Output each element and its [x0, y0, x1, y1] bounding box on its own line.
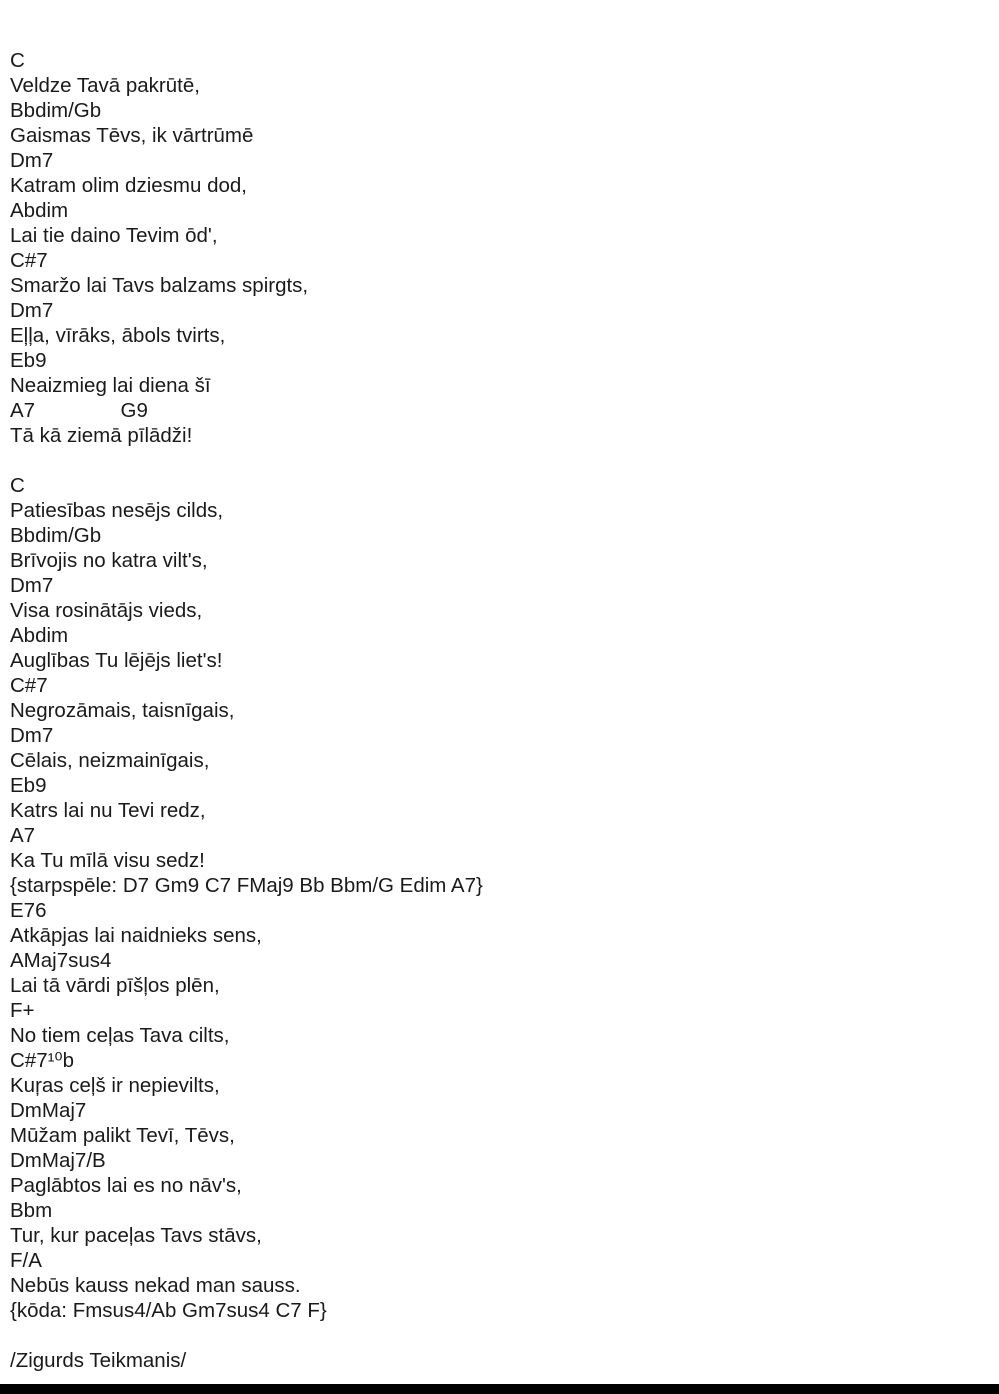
chord-line: C: [10, 474, 25, 497]
chord-line: C#7: [10, 674, 48, 697]
lyric-line: Neaizmieg lai diena šī: [10, 374, 211, 397]
chord-line: DmMaj7/B: [10, 1149, 106, 1172]
lyric-line: No tiem ceļas Tava cilts,: [10, 1024, 230, 1047]
author-credit: /Zigurds Teikmanis/: [10, 1349, 187, 1372]
chord-line: Dm7: [10, 149, 54, 172]
lyric-line: Smaržo lai Tavs balzams spirgts,: [10, 274, 309, 297]
lyric-line: Negrozāmais, taisnīgais,: [10, 699, 235, 722]
lyric-line: Eļļa, vīrāks, ābols tvirts,: [10, 324, 226, 347]
lyric-line: Ka Tu mīlā visu sedz!: [10, 849, 205, 872]
chord-line: C#7¹⁰b: [10, 1049, 75, 1072]
chord-line: DmMaj7: [10, 1099, 87, 1122]
lyric-line: Atkāpjas lai naidnieks sens,: [10, 924, 262, 947]
lyric-line: Patiesības nesējs cilds,: [10, 499, 224, 522]
lyric-line: Cēlais, neizmainīgais,: [10, 749, 210, 772]
lyric-line: Tā kā ziemā pīlādži!: [10, 424, 193, 447]
lyric-line: Paglābtos lai es no nāv's,: [10, 1174, 242, 1197]
lyric-line: Auglības Tu lējējs liet's!: [10, 649, 223, 672]
author-spacer: [10, 1323, 990, 1348]
lyric-line: Gaismas Tēvs, ik vārtrūmē: [10, 124, 254, 147]
song-sheet: [10, 48, 990, 1373]
chord-line: Dm7: [10, 574, 54, 597]
chord-line: C#7: [10, 249, 48, 272]
chord-line: Abdim: [10, 199, 69, 222]
lyric-line: Katrs lai nu Tevi redz,: [10, 799, 206, 822]
lyric-line: Mūžam palikt Tevī, Tēvs,: [10, 1124, 235, 1147]
chord-line: Eb9: [10, 774, 47, 797]
chord-line: AMaj7sus4: [10, 949, 112, 972]
chord-line: Bbdim/Gb: [10, 524, 102, 547]
lyric-line: Nebūs kauss nekad man sauss.: [10, 1274, 301, 1297]
chord-line: A7 G9: [10, 399, 148, 422]
chord-line: F/A: [10, 1249, 42, 1272]
lyric-line: Visa rosinātājs vieds,: [10, 599, 203, 622]
coda-line: {kōda: Fmsus4/Ab Gm7sus4 C7 F}: [10, 1299, 327, 1322]
chord-line: E76: [10, 899, 47, 922]
verse-spacer: [10, 448, 990, 473]
interlude-line: {starpspēle: D7 Gm9 C7 FMaj9 Bb Bbm/G Edim A7}: [10, 874, 483, 897]
chord-line: Bbdim/Gb: [10, 99, 102, 122]
chord-line: Dm7: [10, 299, 54, 322]
chord-line: Dm7: [10, 724, 54, 747]
lyric-line: Lai tā vārdi pīšļos plēn,: [10, 974, 220, 997]
lyric-line: Brīvojis no katra vilt's,: [10, 549, 208, 572]
chord-line: Abdim: [10, 624, 69, 647]
lyric-line: Tur, kur paceļas Tavs stāvs,: [10, 1224, 262, 1247]
lyric-line: Lai tie daino Tevim ōd',: [10, 224, 218, 247]
chord-line: Eb9: [10, 349, 47, 372]
chord-line: C: [10, 49, 25, 72]
lyric-line: Katram olim dziesmu dod,: [10, 174, 247, 197]
chord-line: Bbm: [10, 1199, 53, 1222]
chord-line: A7: [10, 824, 36, 847]
chord-line: F+: [10, 999, 35, 1022]
bottom-bar: [0, 1384, 999, 1394]
lyric-line: Kuŗas ceļš ir nepievilts,: [10, 1074, 220, 1097]
lyric-line: Veldze Tavā pakrūtē,: [10, 74, 200, 97]
